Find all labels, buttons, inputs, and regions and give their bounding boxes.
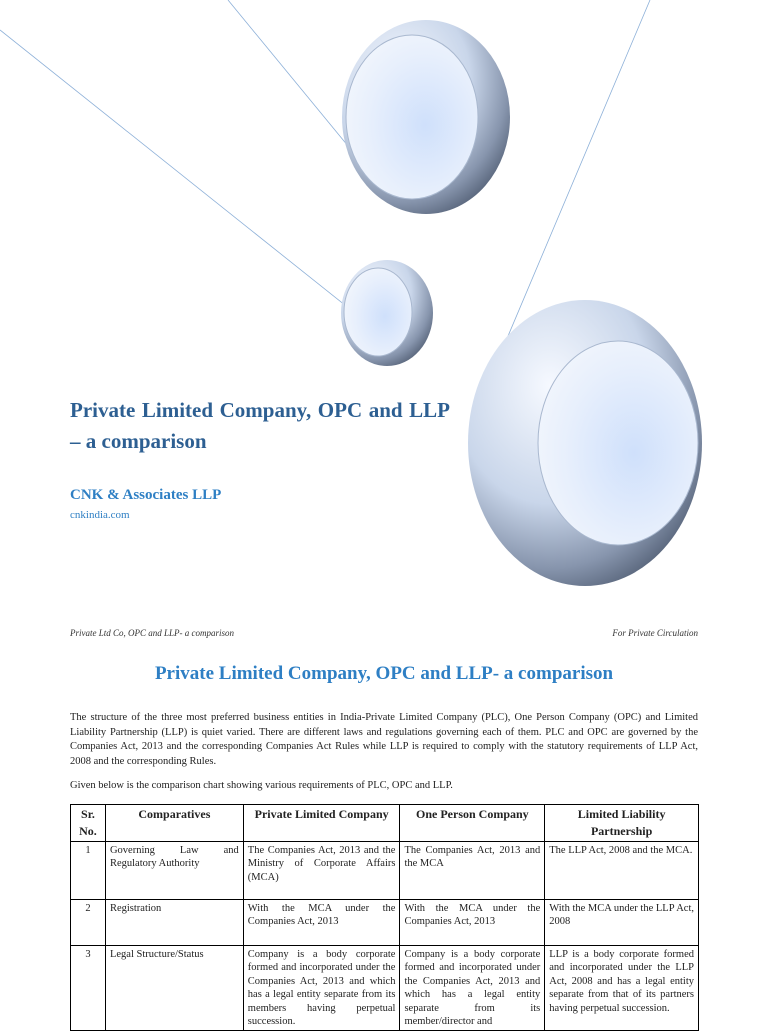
table-cell-comparative: Registration [105, 900, 243, 946]
page-header-left: Private Ltd Co, OPC and LLP- a comparison [70, 628, 235, 638]
col-header-sr-no: Sr. No. [71, 805, 106, 842]
table-header-row [71, 805, 699, 842]
table-row [71, 946, 699, 1031]
table-cell-opc: Company is a body corporate formed and incorporated under the Companies Act, 2013 and which has a legal entity separate from its member/director and [400, 946, 545, 1031]
page-header-right: For Private Circulation [612, 628, 698, 638]
col-header-llp: Limited Liability Partnership [545, 805, 699, 842]
table-cell-opc: The Companies Act, 2013 and the MCA [400, 842, 545, 900]
sphere-large-top [342, 20, 510, 214]
table-cell-sr: 2 [71, 900, 106, 946]
table-cell-sr: 1 [71, 842, 106, 900]
table-cell-comparative: Legal Structure/Status [105, 946, 243, 1031]
table-cell-comparative: Governing Law and Regulatory Authority [105, 842, 243, 900]
table-cell-plc: With the MCA under the Companies Act, 2013 [243, 900, 400, 946]
col-header-opc: One Person Company [400, 805, 545, 842]
intro-paragraph: The structure of the three most preferred business entities in India-Private Limited Company (PLC), One Person Company (OPC) and Limited Liability Partnership (LLP) is quiet varied. There are different laws and regulations governing each of them. PLC and OPC are governed by the Companies Act, 2013 and the corresponding Companies Act Rules while LLP is required to comply with the statutory requirements of LLP Act, 2008 and the corresponding Rules. [70, 712, 698, 768]
document-title: Private Limited Company, OPC and LLP- a comparison [154, 663, 614, 684]
table-row [71, 842, 699, 900]
sphere-large-right [468, 300, 702, 586]
cover-title: Private Limited Company, OPC and LLP – a comparison [70, 398, 450, 453]
col-header-plc: Private Limited Company [243, 805, 400, 842]
table-cell-llp: With the MCA under the LLP Act, 2008 [545, 900, 699, 946]
table-row [71, 900, 699, 946]
comparison-table [70, 804, 699, 1031]
firm-website-link[interactable]: cnkindia.com [70, 509, 130, 521]
table-cell-llp: The LLP Act, 2008 and the MCA. [545, 842, 699, 900]
sphere-small [341, 260, 433, 366]
table-cell-sr: 3 [71, 946, 106, 1031]
table-cell-plc: The Companies Act, 2013 and the Ministry of Corporate Affairs (MCA) [243, 842, 400, 900]
deco-line-1 [0, 30, 395, 345]
intro-paragraph-2: Given below is the comparison chart showing various requirements of PLC, OPC and LLP. [70, 780, 453, 791]
table-cell-opc: With the MCA under the Companies Act, 2013 [400, 900, 545, 946]
table-cell-llp: LLP is a body corporate formed and incorporated under the LLP Act, 2008 and has a legal entity separate from that of its partners having perpetual succession. [545, 946, 699, 1031]
table-cell-plc: Company is a body corporate formed and incorporated under the Companies Act, 2013 and which has a legal entity separate from its members having perpetual succession. [243, 946, 400, 1031]
firm-name: CNK & Associates LLP [70, 487, 222, 503]
col-header-comparatives: Comparatives [105, 805, 243, 842]
